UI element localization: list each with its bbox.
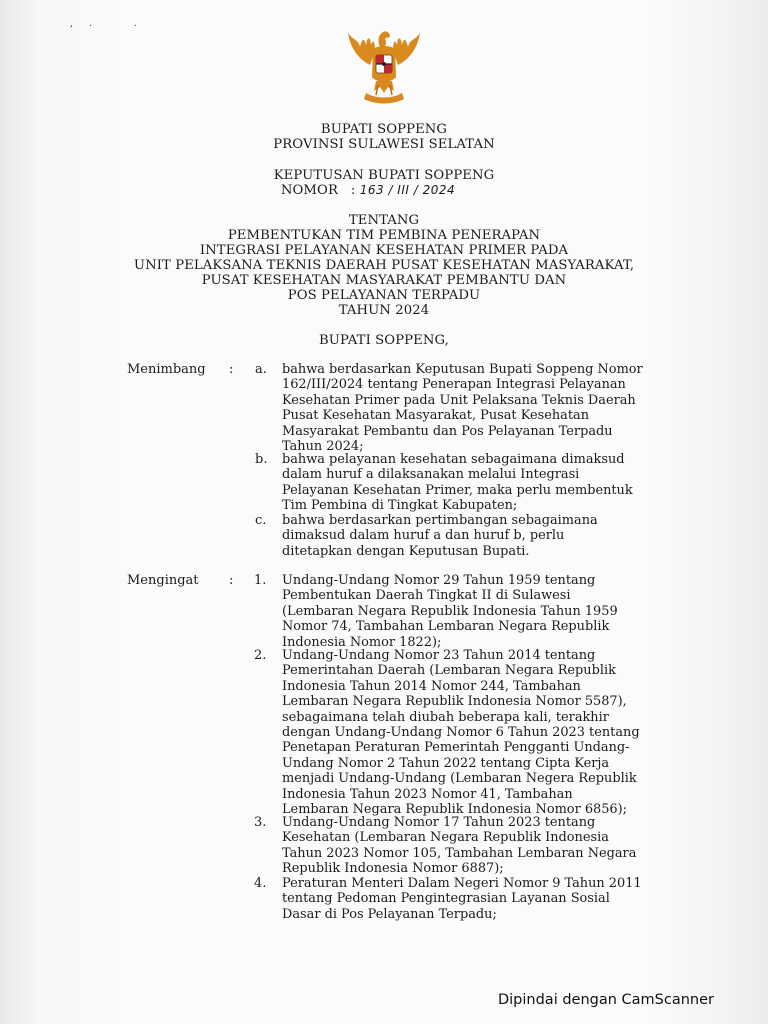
decree-number xyxy=(0,183,752,198)
scan-specks: , . . xyxy=(70,18,137,29)
item-line: Nomor 74, Tambahan Lembaran Negara Republik xyxy=(282,619,610,635)
item-line: Tim Pembina di Tingkat Kabupaten; xyxy=(282,498,518,514)
item-line: Tahun 2023 Nomor 105, Tambahan Lembaran Negara xyxy=(282,845,637,861)
item-line: Pusat Kesehatan Masyarakat, Pusat Kesehatan xyxy=(282,408,590,424)
menimbang-item-a xyxy=(282,362,644,454)
title-line: POS PELAYANAN TERPADU xyxy=(287,288,481,303)
item-line: Indonesia Nomor 1822); xyxy=(282,634,442,650)
province-title: PROVINSI SULAWESI SELATAN xyxy=(273,137,495,152)
item-mark: 4. xyxy=(254,876,267,891)
item-line: Lembaran Negara Republik Indonesia Nomor 6856); xyxy=(282,802,628,818)
number-value-handwritten: 163 / III / 2024 xyxy=(359,183,456,197)
tentang-heading: TENTANG xyxy=(348,213,420,228)
title-line: INTEGRASI PELAYANAN KESEHATAN PRIMER PADA xyxy=(199,243,569,258)
item-line: Tahun 2024; xyxy=(282,439,364,455)
title-line: UNIT PELAKSANA TEKNIS DAERAH PUSAT KESEHATAN MASYARAKAT, xyxy=(133,258,635,273)
mengingat-item-4 xyxy=(282,876,644,922)
item-line: ditetapkan dengan Keputusan Bupati. xyxy=(282,543,530,559)
menimbang-item-b xyxy=(282,452,644,514)
item-line: Pemerintahan Daerah (Lembaran Negara Republik xyxy=(282,663,616,679)
mengingat-item-1 xyxy=(282,573,644,650)
item-line: Undang-Undang Nomor 29 Tahun 1959 tentang xyxy=(282,573,596,588)
camscanner-watermark: Dipindai dengan CamScanner xyxy=(497,992,714,1008)
decree-title: KEPUTUSAN BUPATI SOPPENG xyxy=(273,168,495,183)
menimbang-item-c xyxy=(282,513,644,559)
item-mark: 1. xyxy=(254,573,267,588)
item-line: (Lembaran Negara Republik Indonesia Tahun 1959 xyxy=(282,603,618,619)
signatory-heading: BUPATI SOPPENG, xyxy=(319,333,449,348)
mengingat-label: Mengingat xyxy=(127,573,199,588)
mengingat-item-3 xyxy=(282,815,644,877)
item-line: menjadi Undang-Undang (Lembaran Negera Republik xyxy=(282,771,637,787)
menimbang-label: Menimbang xyxy=(127,362,206,377)
item-line: Peraturan Menteri Dalam Negeri Nomor 9 Tahun 2011 xyxy=(282,876,642,891)
item-line: bahwa berdasarkan pertimbangan sebagaimana xyxy=(282,513,598,528)
item-line: Undang-Undang Nomor 17 Tahun 2023 tentang xyxy=(282,815,596,830)
item-line: tentang Pedoman Pengintegrasian Layanan Sosial xyxy=(282,891,610,907)
menimbang-colon: : xyxy=(229,362,234,377)
regent-title: BUPATI SOPPENG xyxy=(320,122,448,137)
item-line: Kesehatan Primer pada Unit Pelaksana Teknis Daerah xyxy=(282,392,636,408)
item-mark: b. xyxy=(255,452,268,467)
item-line: Masyarakat Pembantu dan Pos Pelayanan Terpadu xyxy=(282,423,613,439)
item-line: Indonesia Tahun 2014 Nomor 244, Tambahan xyxy=(282,678,581,694)
item-line: Pelayanan Kesehatan Primer, maka perlu membentuk xyxy=(282,482,633,498)
item-line: Undang Nomor 2 Tahun 2022 tentang Cipta Kerja xyxy=(282,755,610,771)
title-line: PEMBENTUKAN TIM PEMBINA PENERAPAN xyxy=(227,228,541,243)
item-line: dengan Undang-Undang Nomor 6 Tahun 2023 tentang xyxy=(282,725,640,741)
item-line: Pembentukan Daerah Tingkat II di Sulawesi xyxy=(282,588,571,604)
item-line: Kesehatan (Lembaran Negara Republik Indonesia xyxy=(282,830,609,846)
item-line: dimaksud dalam huruf a dan huruf b, perlu xyxy=(282,528,565,544)
title-line: TAHUN 2024 xyxy=(338,303,430,318)
item-line: bahwa pelayanan kesehatan sebagaimana dimaksud xyxy=(282,452,625,467)
item-line: Indonesia Tahun 2023 Nomor 41, Tambahan xyxy=(282,786,573,802)
item-line: Dasar di Pos Pelayanan Terpadu; xyxy=(282,906,497,922)
mengingat-item-2 xyxy=(282,648,644,817)
garuda-pancasila-emblem-icon xyxy=(340,25,428,107)
item-mark: 2. xyxy=(254,648,267,663)
item-line: 162/III/2024 tentang Penerapan Integrasi Pelayanan xyxy=(282,377,626,393)
item-line: sebagaimana telah diubah beberapa kali, terakhir xyxy=(282,709,609,725)
item-line: Republik Indonesia Nomor 6887); xyxy=(282,861,504,877)
mengingat-colon: : xyxy=(229,573,234,588)
item-mark: c. xyxy=(255,513,267,528)
title-line: PUSAT KESEHATAN MASYARAKAT PEMBANTU DAN xyxy=(201,273,567,288)
item-mark: a. xyxy=(255,362,267,377)
item-line: Undang-Undang Nomor 23 Tahun 2014 tentang xyxy=(282,648,596,663)
item-line: Lembaran Negara Republik Indonesia Nomor 5587), xyxy=(282,694,627,710)
item-line: bahwa berdasarkan Keputusan Bupati Soppeng Nomor xyxy=(282,362,643,377)
item-mark: 3. xyxy=(254,815,267,830)
number-label: NOMOR xyxy=(280,183,338,198)
item-line: dalam huruf a dilaksanakan melalui Integrasi xyxy=(282,467,580,483)
item-line: Penetapan Peraturan Pemerintah Pengganti Undang- xyxy=(282,740,630,756)
number-colon: : xyxy=(350,183,356,198)
